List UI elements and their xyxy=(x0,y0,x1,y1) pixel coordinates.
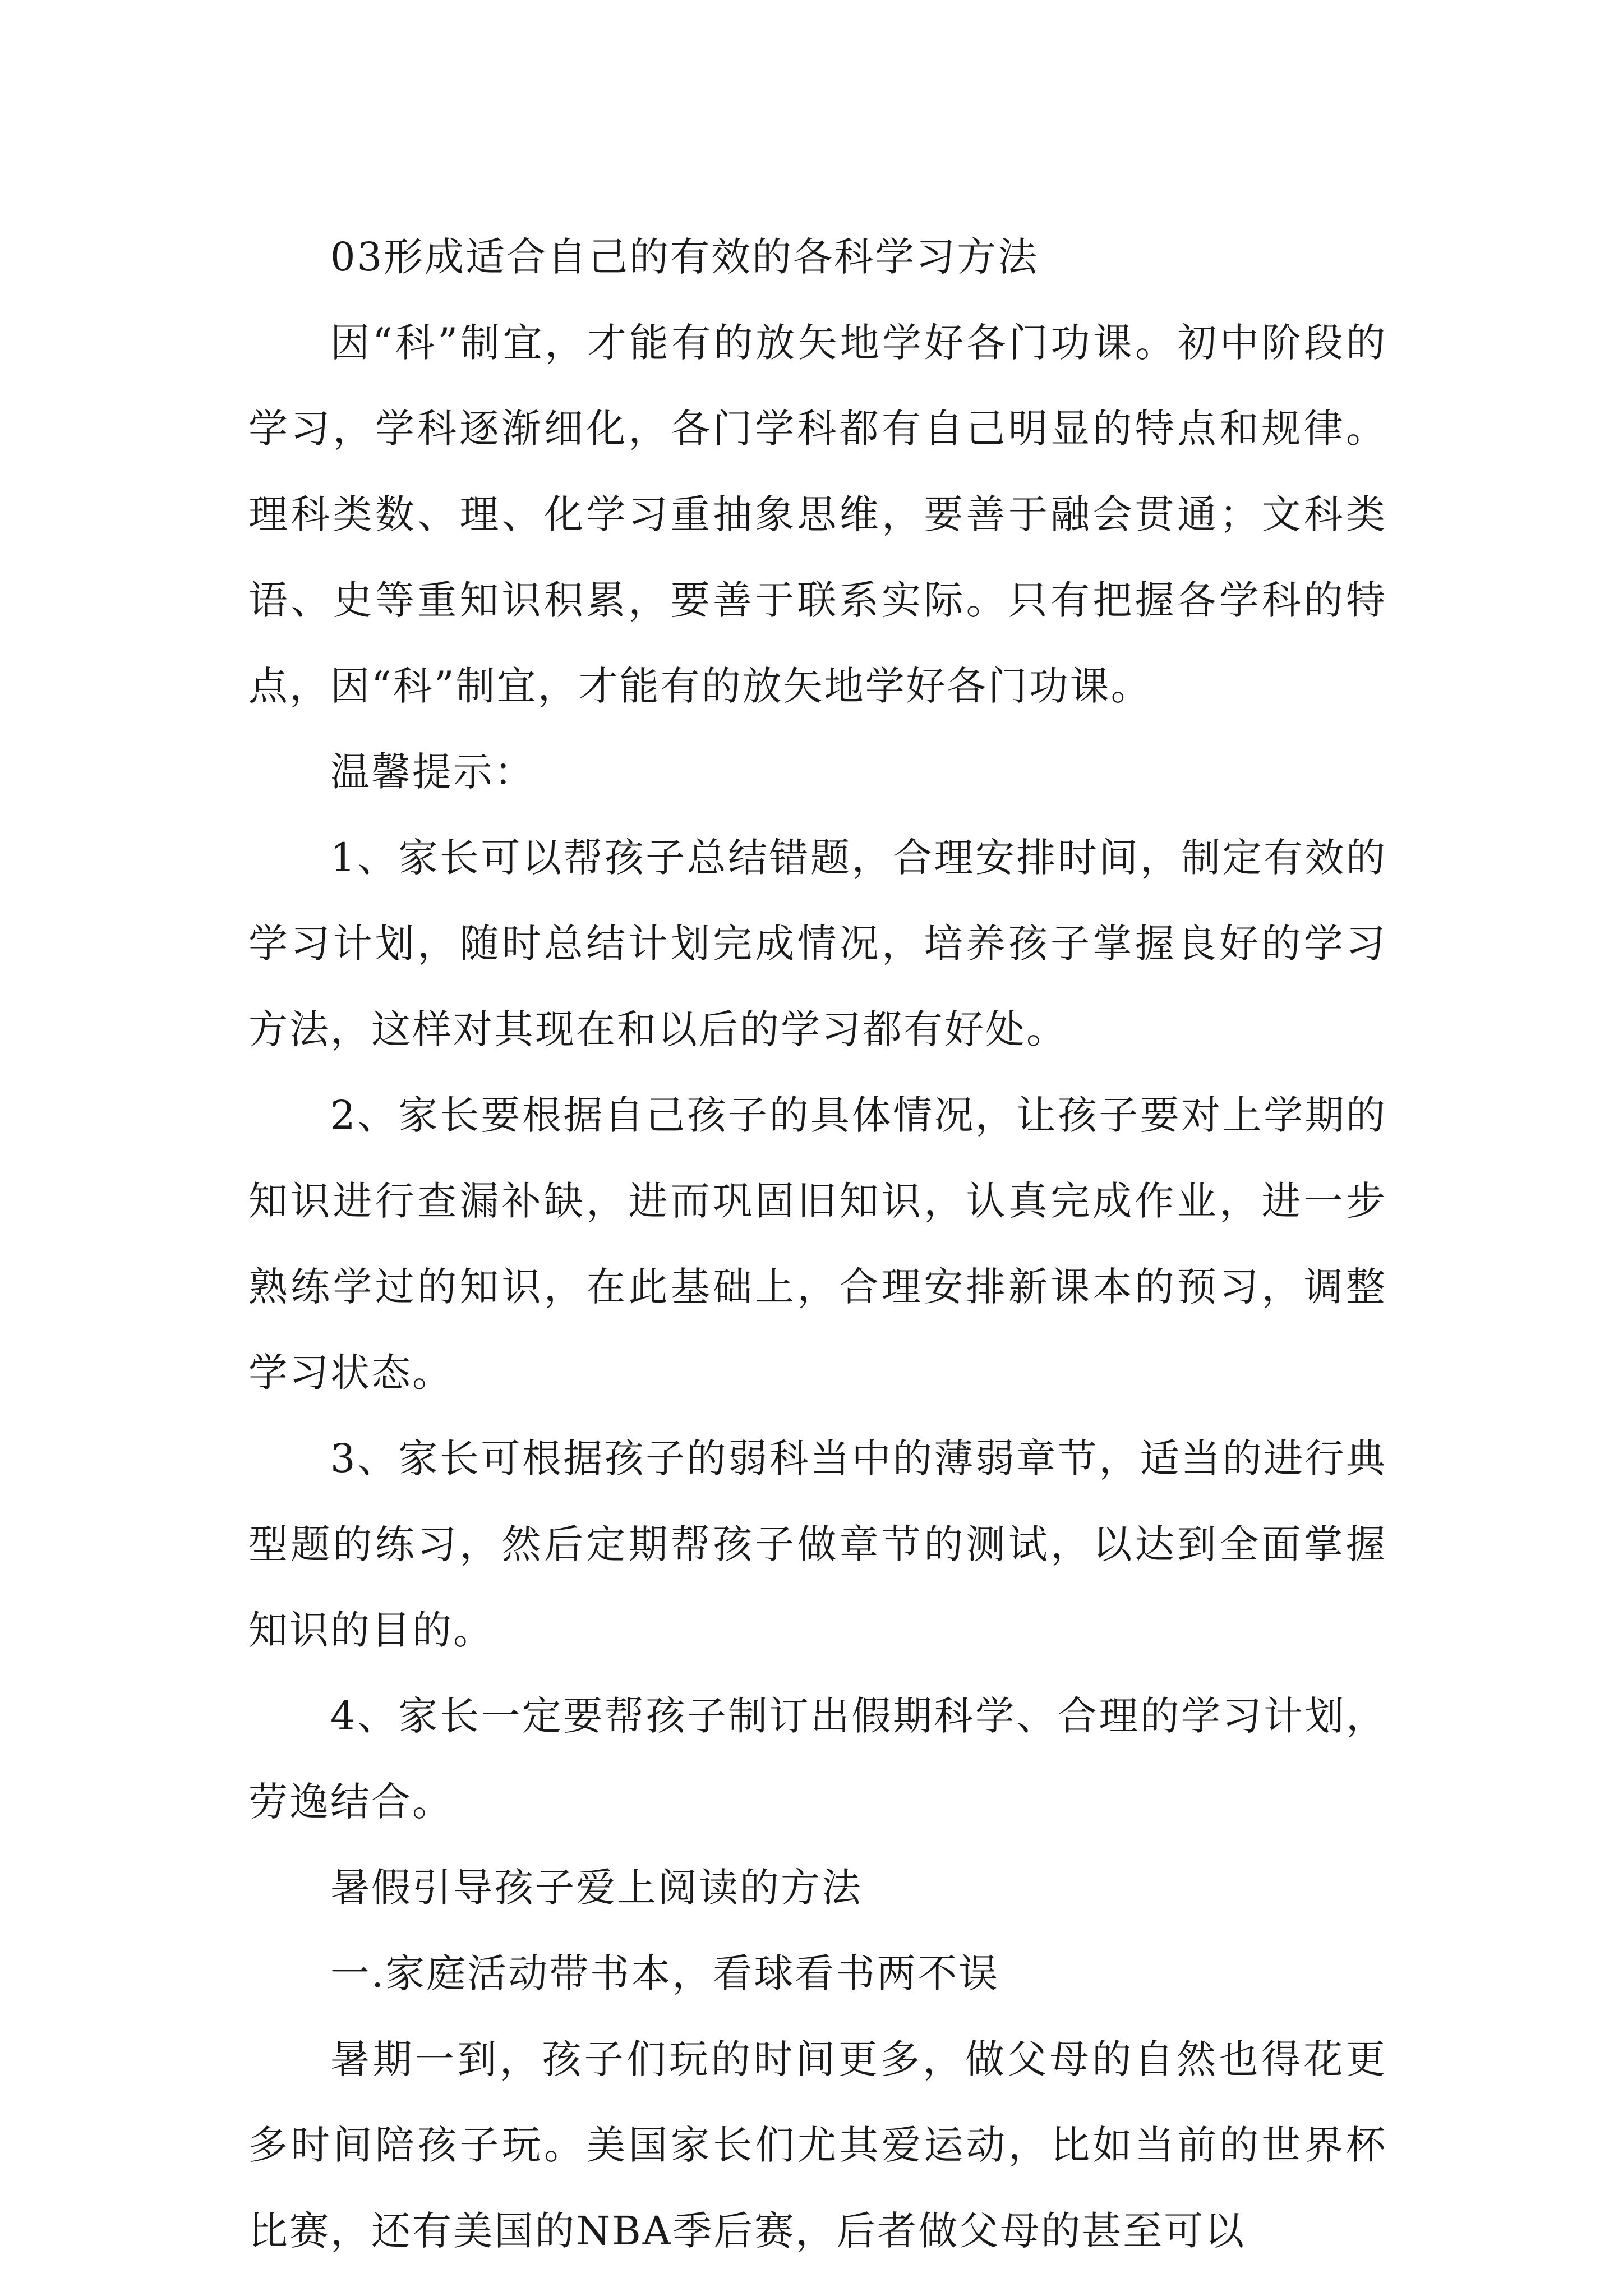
tips-heading: 温馨提示： xyxy=(330,749,535,795)
tip-item-4: 4、家长一定要帮孩子制订出假期科学、合理的学习计划，劳逸结合。 xyxy=(248,1693,1387,1825)
tip-item-1: 1、家长可以帮孩子总结错题，合理安排时间，制定有效的学习计划，随时总结计划完成情况，培养孩子掌握良好的学习方法，这样对其现在和以后的学习都有好处。 xyxy=(248,835,1387,1052)
tip-item-3: 3、家长可根据孩子的弱科当中的薄弱章节，适当的进行典型题的练习，然后定期帮孩子做章节的测试，以达到全面掌握知识的目的。 xyxy=(248,1435,1387,1653)
document-body xyxy=(248,214,1387,2274)
section-heading-reading-methods: 暑假引导孩子爱上阅读的方法 xyxy=(330,1865,863,1911)
section-heading-study-methods: 03形成适合自己的有效的各科学习方法 xyxy=(330,234,1039,280)
tip-item-2: 2、家长要根据自己孩子的具体情况，让孩子要对上学期的知识进行查漏补缺，进而巩固旧知识，认真完成作业，进一步熟练学过的知识，在此基础上，合理安排新课本的预习，调整学习状态。 xyxy=(248,1092,1387,1396)
paragraph-subject-specific-learning: 因“科”制宜，才能有的放矢地学好各门功课。初中阶段的学习，学科逐渐细化，各门学科都有自己明显的特点和规律。理科类数、理、化学习重抽象思维，要善于融会贯通；文科类语、史等重知识积累，要善于联系实际。只有把握各学科的特点，因“科”制宜，才能有的放矢地学好各门功课。 xyxy=(248,320,1387,709)
subheading-family-activities: 一.家庭活动带书本，看球看书两不误 xyxy=(330,1950,1000,1996)
paragraph-summer-activities: 暑期一到，孩子们玩的时间更多，做父母的自然也得花更多时间陪孩子玩。美国家长们尤其爱运动，比如当前的世界杯比赛，还有美国的NBA季后赛，后者做父母的甚至可以 xyxy=(248,2036,1387,2254)
